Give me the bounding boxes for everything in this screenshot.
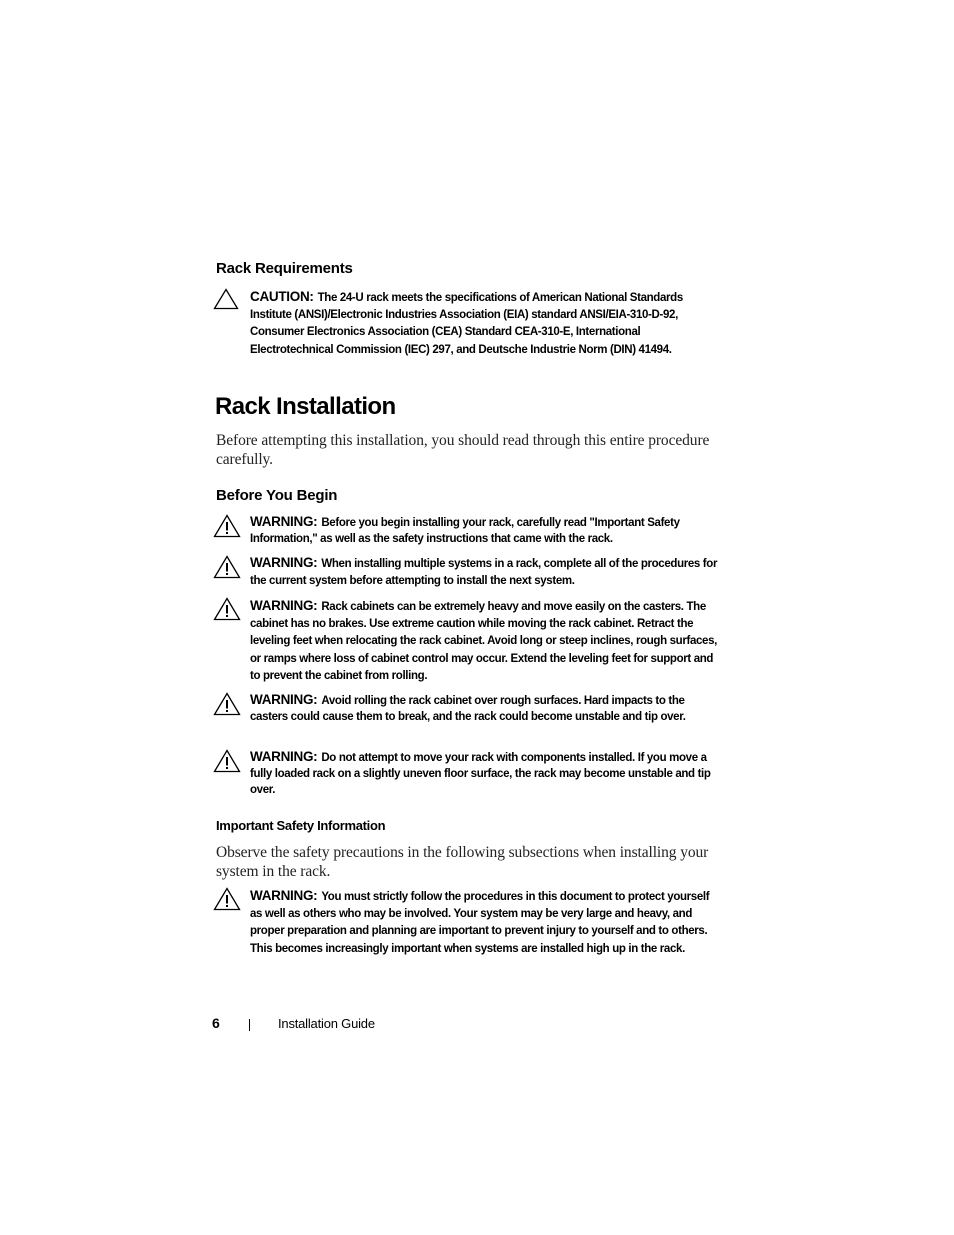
footer-title: Installation Guide [278,1016,375,1031]
warning-triangle-icon [213,692,241,716]
section-heading-rack-requirements: Rack Requirements [216,260,353,277]
caution-triangle-icon [213,288,239,310]
caution-label: CAUTION: [250,289,314,304]
warning-label: WARNING: [250,598,318,613]
warning-text: Before you begin installing your rack, carefully read "Important Safety Information," as well as the safety instructions that came with the rack. [250,517,680,545]
page-number: 6 [212,1015,220,1031]
warning-text: Rack cabinets can be extremely heavy and move easily on the casters. The cabinet has no brakes. Use extreme caution while moving the rack cabinet. Retract the leveling feet when relocating the rack cabinet. Avoid long or steep inclines, rough surfaces, or ramps where loss of cabinet control may occur. Extend the leveling feet for support and to prevent the cabinet from rolling. [250,601,717,682]
warning-triangle-icon [213,555,241,579]
warning-text: Avoid rolling the rack cabinet over rough surfaces. Hard impacts to the casters could cause them to break, and the rack could become unstable and tip over. [250,695,686,723]
safety-intro-paragraph: Observe the safety precautions in the following subsections when installing your system in the rack. [216,844,709,880]
subsection-heading-important-safety: Important Safety Information [216,818,386,833]
warning-label: WARNING: [250,514,318,529]
warning-label: WARNING: [250,692,318,707]
warning-triangle-icon [213,749,241,773]
warning-triangle-icon [213,887,241,911]
warning-text: You must strictly follow the procedures in this document to protect yourself as well as others who may be involved. Your system may be very large and heavy, and proper preparation and planning are important to prevent injury to yourself and to others. This becomes increasingly important when systems are installed high up in the rack. [250,891,710,955]
caution-text: The 24-U rack meets the specifications of American National Standards Institute (ANSI)/Electronic Industries Association (EIA) standard ANSI/EIA-310-D-92, Consumer Electronics Association (CEA) Standard CEA-310-E, International Electrotechnical Commission (IEC) 297, and Deutsche Industrie Norm (DIN) 41494. [250,292,683,356]
footer-divider [249,1019,250,1031]
warning-text: Do not attempt to move your rack with components installed. If you move a fully loaded rack on a slightly uneven floor surface, the rack may become unstable and tip over. [250,752,711,796]
warning-triangle-icon [213,514,241,538]
warning-text: When installing multiple systems in a rack, complete all of the procedures for the current system before attempting to install the next system. [250,558,718,587]
page-title: Rack Installation [215,393,396,420]
warning-label: WARNING: [250,749,318,764]
warning-label: WARNING: [250,888,318,903]
warning-triangle-icon [213,597,241,621]
warning-label: WARNING: [250,555,318,570]
section-heading-before-you-begin: Before You Begin [216,487,338,504]
intro-paragraph: Before attempting this installation, you should read through this entire procedure carefully. [216,432,710,468]
